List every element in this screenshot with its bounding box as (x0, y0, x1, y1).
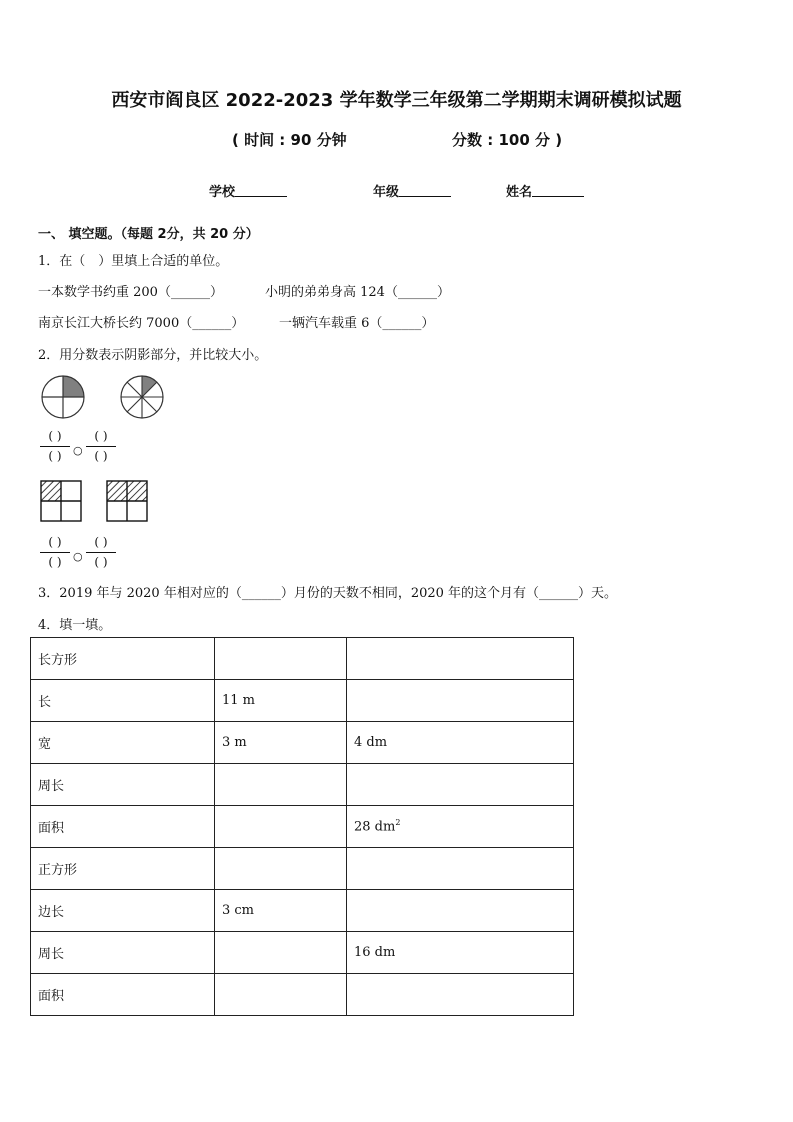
numerator-blank[interactable]: ( ) (94, 535, 108, 549)
row-label: 面积 (31, 974, 215, 1016)
row-label: 长 (31, 680, 215, 722)
table-cell[interactable] (347, 764, 574, 806)
denominator-blank[interactable]: ( ) (48, 555, 62, 569)
numerator-blank[interactable]: ( ) (48, 429, 62, 443)
denominator-blank[interactable]: ( ) (94, 555, 108, 569)
school-blank[interactable] (235, 184, 287, 197)
q1-item: 南京长江大桥长约 7000（______） (38, 316, 245, 331)
square-hatched-one-figure (40, 480, 84, 524)
table-cell[interactable] (347, 638, 574, 680)
name-blank[interactable] (532, 184, 584, 197)
table-row (31, 722, 574, 764)
fraction-blank[interactable] (40, 535, 70, 570)
grade-field[interactable] (373, 181, 451, 200)
fraction-blank[interactable] (86, 429, 116, 464)
table-cell[interactable] (215, 806, 347, 848)
q3-prompt: 3．2019 年与 2020 年相对应的（______）月份的天数不相同，2020 年的这个月有（______）天。 (38, 586, 618, 601)
grade-blank[interactable] (399, 184, 451, 197)
row-label: 周长 (31, 932, 215, 974)
circle-quarters-figure (40, 374, 88, 422)
table-row (31, 848, 574, 890)
table-cell: 11 m (215, 680, 347, 722)
page-title: 西安市阎良区 2022-2023 学年数学三年级第二学期期末调研模拟试题 (111, 90, 682, 111)
table-cell (347, 806, 574, 848)
denominator-blank[interactable]: ( ) (48, 449, 62, 463)
q1-prompt: 1．在（ ）里填上合适的单位。 (38, 254, 229, 269)
table-cell[interactable] (215, 764, 347, 806)
table-cell[interactable] (347, 974, 574, 1016)
q1-item: 小明的弟弟身高 124（______） (265, 285, 450, 300)
table-cell[interactable] (215, 638, 347, 680)
row-label: 长方形 (31, 638, 215, 680)
table-cell[interactable] (347, 680, 574, 722)
area-superscript: 2 (395, 818, 401, 828)
table-row (31, 932, 574, 974)
school-field[interactable] (209, 181, 287, 200)
score-label: 分数 : 100 分 ) (452, 131, 563, 149)
area-value: 28 dm (354, 819, 396, 835)
table-cell: 3 cm (215, 890, 347, 932)
row-label: 正方形 (31, 848, 215, 890)
table-row (31, 806, 574, 848)
table-cell: 3 m (215, 722, 347, 764)
table-cell[interactable] (215, 932, 347, 974)
table-cell: 4 dm (347, 722, 574, 764)
row-label: 面积 (31, 806, 215, 848)
name-field[interactable] (506, 181, 584, 200)
fraction-blank[interactable] (40, 429, 70, 464)
table-cell[interactable] (347, 848, 574, 890)
name-label: 姓名 (506, 185, 533, 200)
table-row (31, 890, 574, 932)
table-cell: 16 dm (347, 932, 574, 974)
school-label: 学校 (209, 185, 236, 200)
q1-item: 一本数学书约重 200（______） (38, 285, 223, 300)
section-heading: 一、 填空题。（每题 2分，共 20 分） (38, 227, 259, 242)
denominator-blank[interactable]: ( ) (94, 449, 108, 463)
table-cell[interactable] (347, 890, 574, 932)
table-cell[interactable] (215, 974, 347, 1016)
table-row (31, 680, 574, 722)
table-cell[interactable] (215, 848, 347, 890)
q4-prompt: 4．填一填。 (38, 618, 112, 633)
compare-circle[interactable]: ○ (73, 444, 83, 457)
square-hatched-two-figure (106, 480, 150, 524)
grade-label: 年级 (373, 185, 400, 200)
row-label: 宽 (31, 722, 215, 764)
table-row (31, 974, 574, 1016)
numerator-blank[interactable]: ( ) (48, 535, 62, 549)
compare-circle[interactable]: ○ (73, 550, 83, 563)
q1-item: 一辆汽车载重 6（______） (279, 316, 435, 331)
time-label: ( 时间 : 90 分钟 (232, 131, 347, 149)
fraction-blank[interactable] (86, 535, 116, 570)
row-label: 边长 (31, 890, 215, 932)
numerator-blank[interactable]: ( ) (94, 429, 108, 443)
table-row (31, 638, 574, 680)
q2-prompt: 2．用分数表示阴影部分，并比较大小。 (38, 348, 268, 363)
table-row (31, 764, 574, 806)
fill-in-table (30, 637, 574, 1016)
circle-eighths-figure (119, 374, 167, 422)
row-label: 周长 (31, 764, 215, 806)
